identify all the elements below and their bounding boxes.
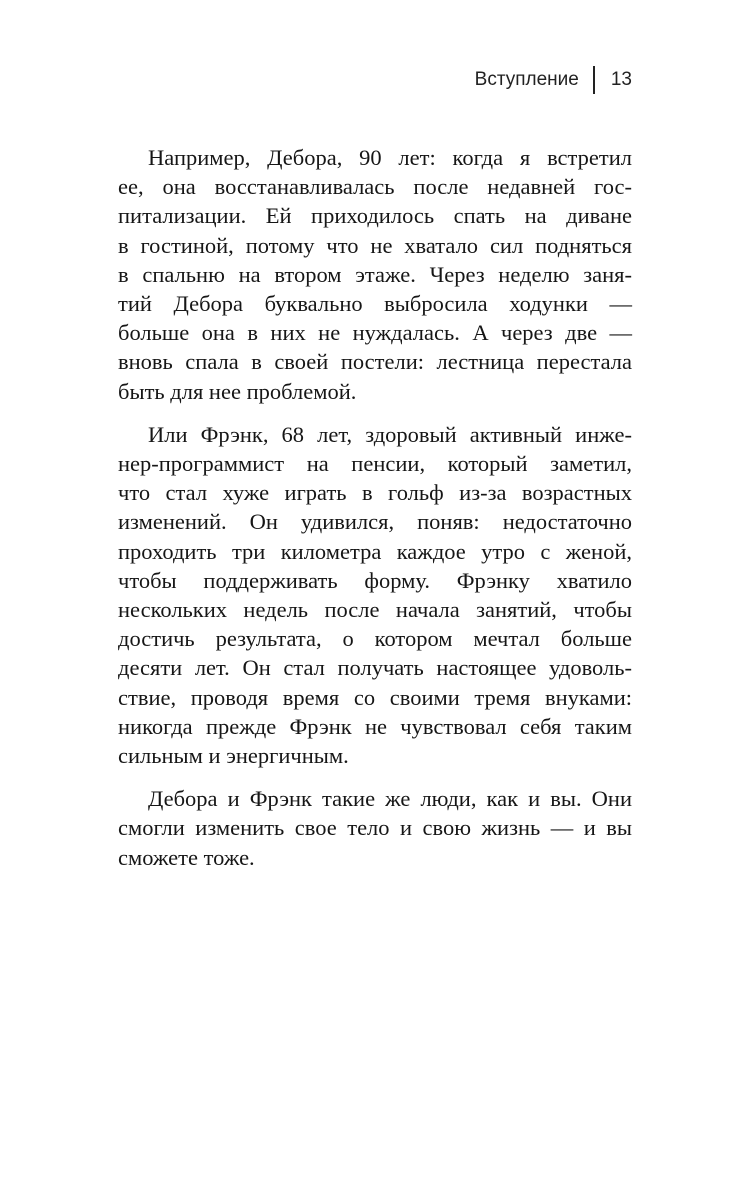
page-number: 13 [610,69,632,90]
text-line: что стал хуже играть в гольф из-за возрастных [118,480,632,506]
text-line: сильным и энергичным. [118,743,349,769]
paragraph-frank [118,420,632,770]
text-line: чтобы поддерживать форму. Фрэнку хватило [118,567,632,593]
text-line: никогда прежде Фрэнк не чувствовал себя таким [118,713,632,739]
text-line: питализации. Ей приходилось спать на диване [118,203,632,229]
page-body [118,143,632,886]
text-line: в спальню на втором этаже. Через неделю заня- [118,261,632,287]
text-line: ее, она восстанавливалась после недавней гос- [118,174,632,200]
text-line: нескольких недель после начала занятий, чтобы [118,597,632,623]
text-line: смогли изменить свое тело и свою жизнь — и вы [118,815,632,841]
text-line: больше она в них не нуждалась. А через две — [118,320,632,346]
paragraph-conclusion [118,784,632,872]
text-line: сможете тоже. [118,844,255,870]
text-line: в гостиной, потому что не хватало сил подняться [118,232,632,258]
text-line: изменений. Он удивился, поняв: недостаточно [118,509,632,535]
text-line: быть для нее проблемой. [118,378,357,404]
paragraph-deborah [118,143,632,406]
running-header [475,66,632,94]
text-line: десяти лет. Он стал получать настоящее удоволь- [118,655,632,681]
text-line: достичь результата, о котором мечтал больше [118,626,632,652]
text-line: проходить три километра каждое утро с женой, [118,538,632,564]
section-title: Вступление [474,69,579,90]
text-line: нер-программист на пенсии, который заметил, [118,451,632,477]
text-line: тий Дебора буквально выбросила ходунки — [118,291,632,317]
text-line: Например, Дебора, 90 лет: когда я встретил [148,145,632,170]
text-line: ствие, проводя время со своими тремя внуками: [118,684,632,710]
text-line: вновь спала в своей постели: лестница перестала [118,349,632,375]
header-divider [593,66,595,94]
text-line: Дебора и Фрэнк такие же люди, как и вы. Они [148,786,632,812]
text-line: Или Фрэнк, 68 лет, здоровый активный инже- [148,421,632,447]
